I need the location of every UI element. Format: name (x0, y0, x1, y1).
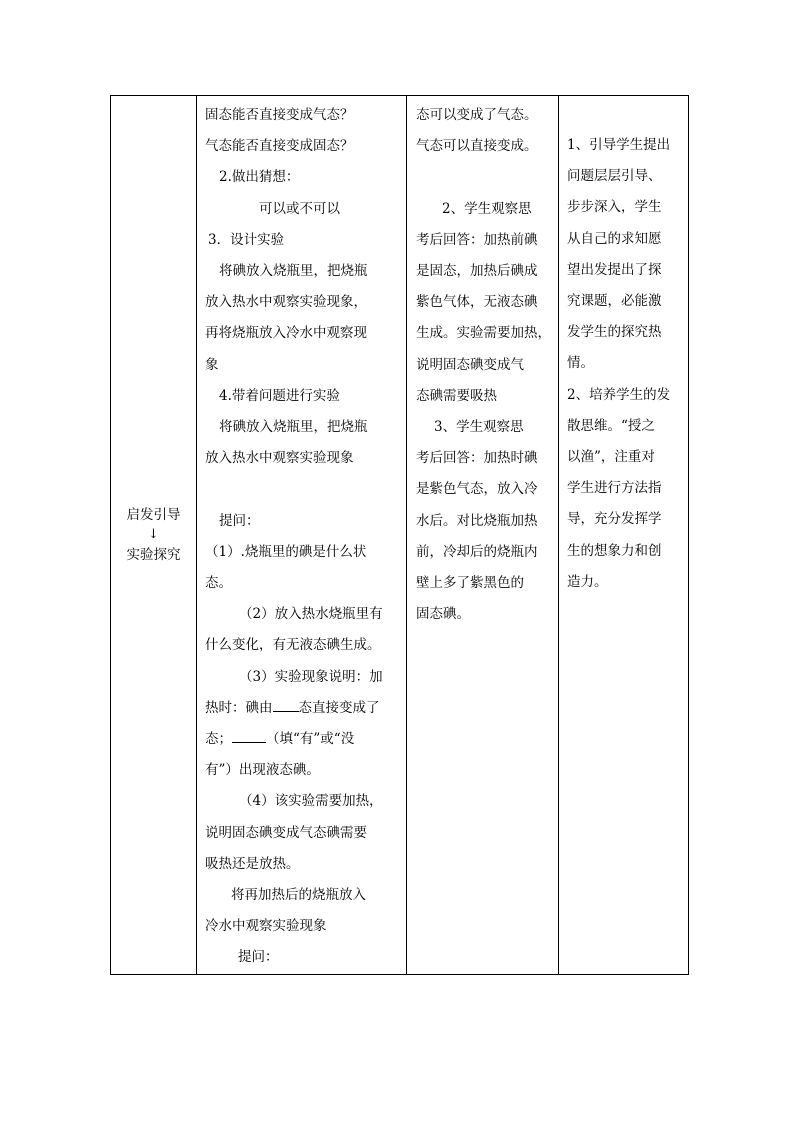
spacer (416, 162, 558, 193)
teacher-line: 将碘放入烧瓶里，把烧瓶 (219, 419, 368, 436)
student-line: 气态可以直接变成。 (416, 138, 538, 155)
teacher-line: 将再加热后的烧瓶放入 (231, 887, 366, 904)
design-intent-cell (559, 96, 689, 975)
teacher-line: 气态能否直接变成固态？ (205, 138, 354, 155)
teacher-line: 放入热水中观察实验现象， (205, 294, 367, 311)
intent-line: 1、引导学生提出 (567, 137, 671, 153)
intent-line: 问题层层引导、 (567, 168, 662, 185)
teacher-line: 冷水中观察实验现象 (205, 918, 327, 935)
intent-line: 步步深入，学生 (567, 199, 662, 216)
stage-bottom-label: 实验探究 (126, 546, 181, 563)
teacher-text: 态直接变成了 (298, 699, 380, 716)
student-line: 紫色气体，无液态碘 (416, 294, 538, 311)
student-line: 说明固态碘变成气 (416, 356, 524, 373)
teacher-text: 态； (205, 731, 232, 748)
lesson-table (110, 95, 689, 975)
teacher-line: 固态能否直接变成气态？ (205, 107, 354, 123)
teacher-line (205, 724, 406, 755)
student-line: 生成。实验需要加热， (416, 325, 551, 342)
intent-line: 生的想象力和创 (567, 542, 662, 559)
teacher-line: 提问： (219, 512, 260, 529)
teacher-line: 态。 (205, 575, 232, 592)
teacher-line: 3．设计实验 (208, 231, 285, 248)
teacher-line: （4）该实验需要加热， (239, 793, 383, 810)
teacher-line (205, 693, 406, 724)
teacher-line: 放入热水中观察实验现象 (205, 450, 354, 467)
teacher-text: （填“有”或“没 (266, 731, 355, 748)
teacher-line: 将碘放入烧瓶里，把烧瓶 (219, 263, 368, 280)
intent-line: 情。 (567, 355, 594, 372)
intent-line: 2、培养学生的发 (567, 386, 671, 403)
fill-blank[interactable] (273, 697, 299, 712)
student-activity-cell (407, 96, 559, 975)
intent-line: 究课题，必能激 (567, 293, 662, 310)
intent-line: 发学生的探究热 (567, 324, 662, 341)
teacher-line: （1）.烧瓶里的碘是什么状 (205, 543, 367, 560)
teacher-line: 有”）出现液态碘。 (205, 762, 320, 779)
student-line: 是紫色气态，放入冷 (416, 481, 538, 498)
teacher-line: 2.做出猜想： (219, 169, 300, 186)
teacher-text: 热时：碘由 (205, 699, 273, 716)
table-row (111, 96, 689, 975)
fill-blank[interactable] (232, 728, 266, 743)
spacer (205, 474, 406, 505)
student-line: 3、学生观察思 (434, 419, 524, 436)
teacher-line: 4.带着问题进行实验 (219, 387, 340, 404)
intent-line: 以渔”，注重对 (567, 449, 655, 466)
student-line: 水后。对比烧瓶加热 (416, 512, 538, 529)
teacher-activity-cell (197, 96, 407, 975)
intent-line: 从自己的求知愿 (567, 230, 662, 247)
intent-line: 造力。 (567, 573, 608, 590)
intent-line: 导，充分发挥学 (567, 511, 662, 528)
teacher-line: 象 (205, 356, 219, 373)
student-line: 是固态，加热后碘成 (416, 263, 538, 279)
student-line: 前，冷却后的烧瓶内 (416, 543, 538, 560)
intent-line: 学生进行方法指 (567, 480, 662, 497)
student-line: 考后回答：加热时碘 (416, 450, 538, 467)
student-line: 固态碘。 (416, 606, 470, 623)
student-line: 壁上多了紫黑色的 (416, 575, 524, 592)
teacher-line: 再将烧瓶放入冷水中观察现 (205, 325, 367, 342)
student-line: 态碘需要吸热 (416, 387, 497, 404)
student-line: 态可以变成了气态。 (416, 107, 538, 123)
intent-line: 散思维。“授之 (567, 417, 655, 434)
student-line: 2、学生观察思 (442, 200, 532, 217)
stage-top-label: 启发引导 (126, 506, 181, 523)
teacher-line: （3）实验现象说明：加 (239, 668, 383, 685)
teacher-line: （2）放入热水烧瓶里有 (239, 606, 383, 623)
intent-line: 望出发提出了探 (567, 261, 662, 278)
student-line: 考后回答：加热前碘 (416, 231, 538, 248)
teacher-line: 可以或不可以 (259, 200, 340, 217)
teacher-line: 什么变化，有无液态碘生成。 (205, 637, 381, 654)
down-arrow-icon: ↓ (148, 526, 159, 542)
teacher-line: 说明固态碘变成气态碘需要 (205, 824, 367, 841)
teacher-line: 提问： (238, 949, 279, 966)
stage-cell (111, 96, 197, 975)
teacher-line: 吸热还是放热。 (205, 855, 300, 872)
